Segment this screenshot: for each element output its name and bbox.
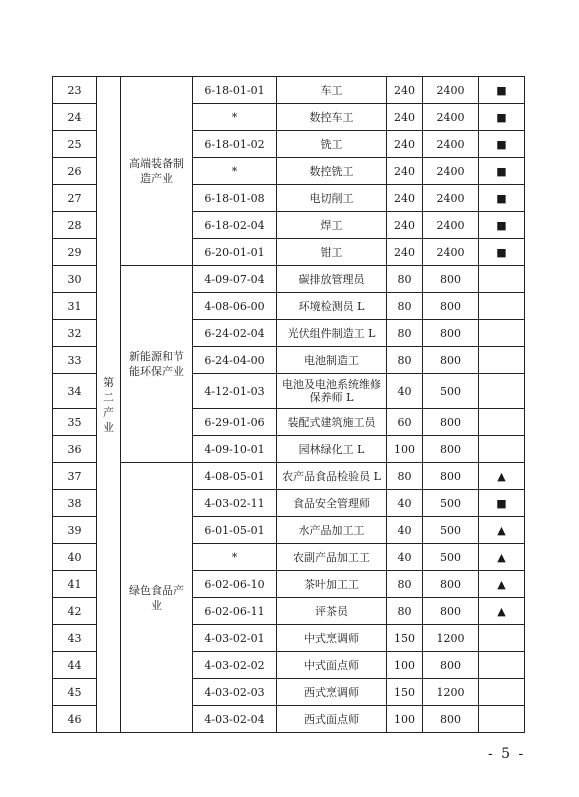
cell-b: 500 [423,517,479,544]
cell-name: 西式面点师 [277,706,387,733]
occupation-table [52,76,525,733]
cell-no: 39 [53,517,97,544]
cell-mark: ■ [479,104,525,131]
cell-mark [479,293,525,320]
cell-code: 6-20-01-01 [193,239,277,266]
cell-no: 26 [53,158,97,185]
cell-no: 34 [53,374,97,409]
cell-mark: ▲ [479,463,525,490]
cell-no: 31 [53,293,97,320]
cell-b: 800 [423,463,479,490]
cell-no: 23 [53,77,97,104]
cell-name: 农副产品加工工 [277,544,387,571]
cell-name: 数控车工 [277,104,387,131]
cell-b: 500 [423,374,479,409]
cell-a: 150 [387,625,423,652]
cell-b: 800 [423,293,479,320]
cell-b: 1200 [423,679,479,706]
cell-name: 西式烹调师 [277,679,387,706]
cell-mark [479,706,525,733]
cell-no: 35 [53,409,97,436]
cell-no: 45 [53,679,97,706]
cell-a: 100 [387,706,423,733]
cell-code: 4-09-10-01 [193,436,277,463]
cell-code: 6-02-06-11 [193,598,277,625]
cell-name: 装配式建筑施工员 [277,409,387,436]
cell-no: 36 [53,436,97,463]
cell-b: 800 [423,571,479,598]
cell-mark [479,374,525,409]
cell-no: 44 [53,652,97,679]
cell-no: 27 [53,185,97,212]
cell-a: 240 [387,131,423,158]
cell-code: 4-03-02-11 [193,490,277,517]
cell-name: 铣工 [277,131,387,158]
cell-b: 800 [423,347,479,374]
cell-name: 评茶员 [277,598,387,625]
cell-a: 240 [387,158,423,185]
cell-code: * [193,544,277,571]
cell-b: 2400 [423,239,479,266]
cell-no: 42 [53,598,97,625]
cell-b: 800 [423,320,479,347]
cell-no: 24 [53,104,97,131]
cell-code: 6-18-02-04 [193,212,277,239]
cell-a: 80 [387,266,423,293]
cell-a: 40 [387,544,423,571]
cell-code: 4-08-06-00 [193,293,277,320]
cell-mark: ■ [479,77,525,104]
cell-no: 29 [53,239,97,266]
cell-mark: ▲ [479,598,525,625]
cell-mark [479,320,525,347]
cell-mark: ■ [479,185,525,212]
table-row [53,77,525,104]
cell-mark: ■ [479,490,525,517]
cell-code: 4-12-01-03 [193,374,277,409]
cell-b: 500 [423,490,479,517]
cell-a: 80 [387,463,423,490]
cell-b: 800 [423,598,479,625]
cell-a: 80 [387,571,423,598]
category-label: 高端装备制造产业 [121,77,193,266]
cell-no: 40 [53,544,97,571]
cell-code: 4-08-05-01 [193,463,277,490]
cell-mark [479,409,525,436]
cell-b: 800 [423,409,479,436]
cell-b: 1200 [423,625,479,652]
cell-no: 32 [53,320,97,347]
cell-code: 4-03-02-02 [193,652,277,679]
cell-b: 500 [423,544,479,571]
cell-code: 4-03-02-01 [193,625,277,652]
cell-a: 240 [387,77,423,104]
cell-b: 800 [423,266,479,293]
cell-no: 41 [53,571,97,598]
cell-a: 150 [387,679,423,706]
cell-name: 农产品食品检验员 L [277,463,387,490]
cell-code: 6-24-02-04 [193,320,277,347]
cell-a: 40 [387,517,423,544]
cell-code: 4-03-02-03 [193,679,277,706]
cell-mark: ■ [479,239,525,266]
cell-name: 碳排放管理员 [277,266,387,293]
cell-name: 光伏组件制造工 L [277,320,387,347]
category-label: 绿色食品产业 [121,463,193,733]
cell-name: 数控铣工 [277,158,387,185]
cell-a: 240 [387,239,423,266]
cell-b: 2400 [423,158,479,185]
section-label: 第二产业 [97,77,121,733]
cell-no: 28 [53,212,97,239]
category-label: 新能源和节能环保产业 [121,266,193,463]
cell-code: 4-09-07-04 [193,266,277,293]
cell-name: 电池制造工 [277,347,387,374]
cell-b: 800 [423,652,479,679]
cell-a: 80 [387,293,423,320]
cell-a: 60 [387,409,423,436]
cell-name: 电池及电池系统维修保养师 L [277,374,387,409]
cell-a: 40 [387,490,423,517]
cell-code: * [193,158,277,185]
cell-code: 6-02-06-10 [193,571,277,598]
cell-a: 240 [387,212,423,239]
cell-code: 6-24-04-00 [193,347,277,374]
cell-mark [479,266,525,293]
cell-name: 园林绿化工 L [277,436,387,463]
cell-code: 6-18-01-02 [193,131,277,158]
cell-b: 2400 [423,185,479,212]
cell-mark [479,652,525,679]
cell-name: 水产品加工工 [277,517,387,544]
cell-b: 2400 [423,77,479,104]
page-number: - 5 - [488,746,526,762]
cell-b: 2400 [423,104,479,131]
cell-no: 33 [53,347,97,374]
cell-name: 食品安全管理师 [277,490,387,517]
table-row [53,463,525,490]
cell-code: 6-18-01-01 [193,77,277,104]
cell-mark [479,347,525,374]
cell-name: 中式烹调师 [277,625,387,652]
cell-mark: ■ [479,212,525,239]
cell-mark: ■ [479,131,525,158]
cell-b: 800 [423,706,479,733]
cell-code: 6-29-01-06 [193,409,277,436]
cell-name: 茶叶加工工 [277,571,387,598]
cell-mark [479,436,525,463]
cell-code: 4-03-02-04 [193,706,277,733]
cell-a: 240 [387,185,423,212]
cell-a: 80 [387,598,423,625]
cell-no: 46 [53,706,97,733]
cell-name: 钳工 [277,239,387,266]
cell-no: 43 [53,625,97,652]
table-row [53,266,525,293]
cell-code: 6-18-01-08 [193,185,277,212]
cell-no: 25 [53,131,97,158]
cell-mark: ■ [479,158,525,185]
cell-mark: ▲ [479,571,525,598]
cell-a: 80 [387,347,423,374]
cell-mark [479,625,525,652]
cell-code: 6-01-05-01 [193,517,277,544]
cell-mark: ▲ [479,544,525,571]
cell-b: 2400 [423,212,479,239]
cell-a: 240 [387,104,423,131]
cell-mark: ▲ [479,517,525,544]
cell-no: 37 [53,463,97,490]
cell-b: 2400 [423,131,479,158]
cell-mark [479,679,525,706]
cell-a: 40 [387,374,423,409]
cell-code: * [193,104,277,131]
cell-b: 800 [423,436,479,463]
cell-no: 30 [53,266,97,293]
cell-name: 车工 [277,77,387,104]
cell-a: 100 [387,652,423,679]
cell-name: 中式面点师 [277,652,387,679]
cell-name: 焊工 [277,212,387,239]
cell-a: 100 [387,436,423,463]
cell-a: 80 [387,320,423,347]
cell-name: 环境检测员 L [277,293,387,320]
cell-name: 电切削工 [277,185,387,212]
cell-no: 38 [53,490,97,517]
